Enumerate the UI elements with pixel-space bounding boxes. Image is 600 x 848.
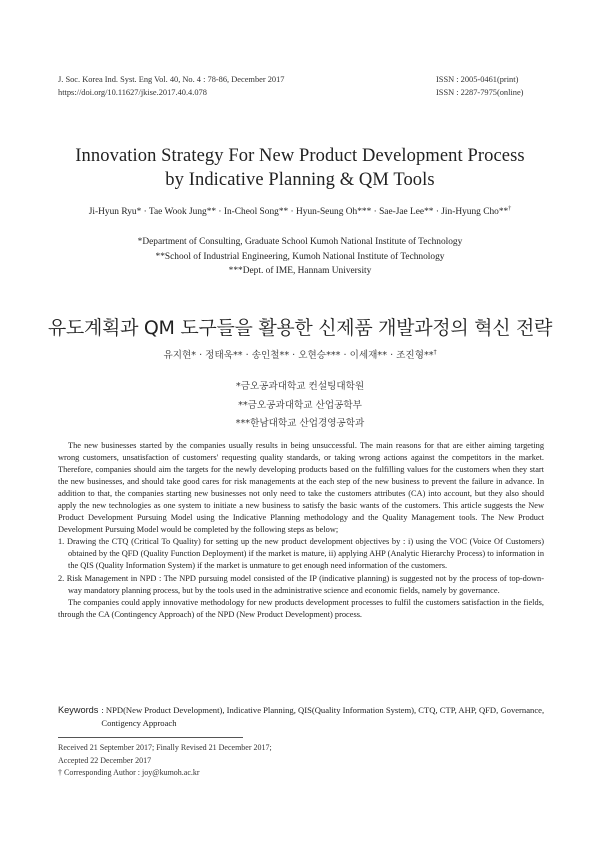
issn-block — [436, 73, 540, 99]
abstract-paragraph-1: The new businesses started by the companies usually results in being unsuccessful. The main reasons for that are either aiming targeting wrong customers, unsatisfaction of customers' requesting quality standards, or taking wrong actions against the competitors in the market. Therefore, companies should aim the targets for the newly developing products based on the fulfilling values for the customers when they start the new businesses, and should take good cares for risk managements at the each step of the new business to prevent the failure in advance. In addition to that, the companies starting new businesses not only need to take the customers attributes (CA) into account, but they also should apply the new technologies as one system to initiate a new business to satisfy the basic wants of the customers. This article suggests the New Product Development Pursuing Model using the Indicative Planning methodology and the Quality Management tools. The New Product Development Pursuing Model would be completed by the following steps as below; — [58, 441, 544, 535]
abstract — [58, 440, 544, 621]
abstract-list-item-1: 1. Drawing the CTQ (Critical To Quality) for setting up the new product development objectives by : i) using the VOC (Voice Of Customers) obtained by the QFD (Quality Function Deployment) if the market is mature, ii) applying AHP (Analytic Hierarchy Process) to information in the QIS (Quality Information System) if the market is unmature to get enough need information of the customers. — [58, 537, 544, 571]
accepted-date: Accepted 22 December 2017 — [58, 755, 152, 765]
corresponding-author: † Corresponding Author : joy@kumoh.ac.kr — [58, 768, 200, 777]
keywords-label: Keywords — [58, 705, 99, 715]
affiliation-2: **School of Industrial Engineering, Kumoh National Institute of Technology — [155, 251, 445, 262]
keywords-block — [58, 704, 548, 729]
received-date: Received 21 September 2017; Finally Revised 21 December 2017; — [58, 743, 272, 752]
affiliation-1: *Department of Consulting, Graduate School Kumoh National Institute of Technology — [137, 237, 463, 247]
title-line-1: Innovation Strategy For New Product Development Process — [75, 146, 525, 166]
issn-print: ISSN : 2005-0461(print) — [436, 75, 519, 84]
korean-corresponding-mark: † — [433, 348, 437, 356]
korean-authors-text: 유지현* · 정태욱** · 송인철** · 오현승*** · 이세재** · 조진형** — [163, 350, 434, 361]
korean-affiliation-3: ***한남대학교 산업경영공학과 — [235, 418, 365, 429]
abstract-list-item-2: 2. Risk Management in NPD : The NPD pursuing model consisted of the IP (indicative planning) is suggested not by the process of top-down-way mandatory planning process, but by the tools used in the administrative science and economic fields, namely by governance. — [58, 573, 544, 595]
authors-text: Ji-Hyun Ryu* · Tae Wook Jung** · In-Cheol Song** · Hyun-Seung Oh*** · Sae-Jae Lee** · Jin-Hyung Cho** — [88, 207, 509, 218]
korean-affiliation-2: **금오공과대학교 산업공학부 — [238, 399, 362, 411]
footnote-divider — [58, 737, 243, 738]
korean-affiliations — [40, 378, 560, 434]
corresponding-mark: † — [508, 206, 512, 212]
paper-title — [40, 144, 560, 192]
abstract-paragraph-2: The companies could apply innovative methodology for new products development processes to fulfil the customers satisfaction in the fields, through the CA (Contingency Approach) of the NPD (New Product Development) process. — [58, 597, 544, 619]
doi-link[interactable]: https://doi.org/10.11627/jkise.2017.40.4.078 — [58, 88, 207, 97]
journal-citation: J. Soc. Korea Ind. Syst. Eng Vol. 40, No. 4 : 78-86, December 2017 — [58, 75, 285, 84]
issn-online: ISSN : 2287-7975(online) — [436, 88, 524, 97]
affiliations — [40, 235, 560, 279]
title-line-2: by Indicative Planning & QM Tools — [165, 170, 435, 190]
korean-author-list — [40, 347, 560, 361]
korean-affiliation-1: *금오공과대학교 컨설팅대학원 — [235, 381, 365, 392]
keywords-text: : NPD(New Product Development), Indicative Planning, QIS(Quality Information System), CTQ, CTP, AHP, QFD, Governance, Contigency Approach — [101, 705, 545, 728]
korean-title: 유도계획과 QM 도구들을 활용한 신제품 개발과정의 혁신 전략 — [47, 317, 553, 339]
journal-header — [58, 73, 285, 99]
author-list — [40, 206, 560, 217]
affiliation-3: ***Dept. of IME, Hannam University — [228, 266, 372, 276]
footnotes — [58, 742, 358, 780]
